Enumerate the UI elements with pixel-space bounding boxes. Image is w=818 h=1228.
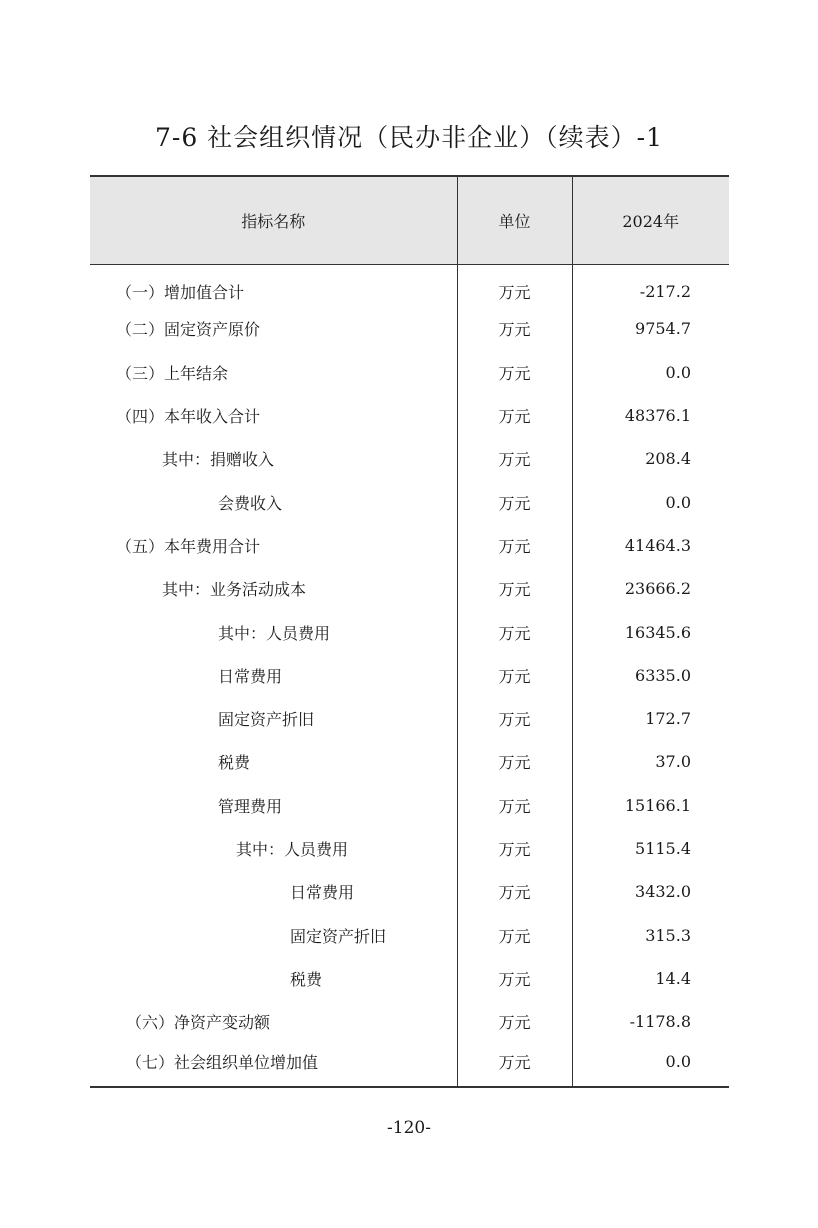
row-indicator-label: 管理费用 [218,796,283,816]
row-value: 48376.1 [572,394,729,437]
row-value: 15166.1 [572,784,729,827]
row-indicator-label: 其中：人员费用 [236,840,349,859]
row-value: 16345.6 [572,610,729,653]
row-value: 0.0 [572,351,729,394]
table-row [90,784,729,827]
row-value: 9754.7 [572,307,729,350]
row-unit: 万元 [457,394,572,437]
row-unit: 万元 [457,784,572,827]
row-unit: 万元 [457,870,572,913]
row-unit: 万元 [457,307,572,350]
row-unit: 万元 [457,1043,572,1086]
row-indicator-label: 税费 [290,969,323,989]
table-row [90,394,729,437]
table-header-row [90,176,729,264]
row-value: 23666.2 [572,567,729,610]
table-row [90,1043,729,1086]
row-unit: 万元 [457,697,572,740]
row-value: -217.2 [572,264,729,307]
table-row [90,264,729,307]
row-unit: 万元 [457,1000,572,1043]
table-row [90,827,729,870]
row-unit: 万元 [457,654,572,697]
row-indicator-label: （一）增加值合计 [116,283,245,303]
row-value: 6335.0 [572,654,729,697]
table-row [90,740,729,783]
row-value: 14.4 [572,957,729,1000]
header-year: 2024年 [572,176,729,264]
row-unit: 万元 [457,610,572,653]
table-row [90,610,729,653]
table-body [90,264,729,1087]
row-unit: 万元 [457,740,572,783]
row-unit: 万元 [457,437,572,480]
table-row [90,351,729,394]
row-value: 5115.4 [572,827,729,870]
row-value: -1178.8 [572,1000,729,1043]
row-indicator-label: （七）社会组织单位增加值 [90,1043,457,1086]
row-value: 172.7 [572,697,729,740]
row-indicator-label: （六）净资产变动额 [126,1013,271,1033]
page-number: -120- [387,1118,431,1138]
row-indicator-label: 其中：捐赠收入 [162,450,275,470]
row-unit: 万元 [457,827,572,870]
statistics-table [90,175,729,1088]
row-indicator-label: （二）固定资产原价 [116,320,261,340]
row-value: 41464.3 [572,524,729,567]
table-row [90,480,729,523]
table-row [90,870,729,913]
row-indicator-label: （五）本年费用合计 [116,536,261,556]
row-indicator-label: （三）上年结余 [116,363,229,383]
row-unit: 万元 [457,480,572,523]
row-unit: 万元 [457,351,572,394]
row-indicator-label: 固定资产折旧 [218,710,315,730]
table-row [90,697,729,740]
table-row [90,1000,729,1043]
table-row [90,524,729,567]
row-unit: 万元 [457,264,572,307]
table-row [90,307,729,350]
row-indicator-label: 日常费用 [290,883,355,903]
table-row [90,654,729,697]
row-value: 315.3 [572,913,729,956]
row-indicator-label: 其中：业务活动成本 [162,580,307,600]
row-indicator-label: （四）本年收入合计 [116,407,261,427]
header-unit: 单位 [457,176,572,264]
row-indicator-label: 其中：人员费用 [218,623,331,643]
row-unit: 万元 [457,957,572,1000]
row-value: 0.0 [572,480,729,523]
row-indicator-label: 税费 [218,753,251,773]
table-row [90,567,729,610]
row-unit: 万元 [457,524,572,567]
row-value: 37.0 [572,740,729,783]
row-value: 3432.0 [572,870,729,913]
row-value: 208.4 [572,437,729,480]
row-indicator-label: 会费收入 [218,493,283,513]
row-unit: 万元 [457,567,572,610]
table-row [90,437,729,480]
table-title: 7-6 社会组织情况（民办非企业）（续表）-1 [154,123,664,152]
row-indicator-label: 日常费用 [218,666,283,686]
row-unit: 万元 [457,913,572,956]
table-row [90,913,729,956]
row-indicator-label: 固定资产折旧 [290,926,387,946]
table-row [90,957,729,1000]
statistics-table-container [90,175,729,1088]
row-value: 0.0 [572,1043,729,1086]
header-indicator-name: 指标名称 [90,176,457,264]
